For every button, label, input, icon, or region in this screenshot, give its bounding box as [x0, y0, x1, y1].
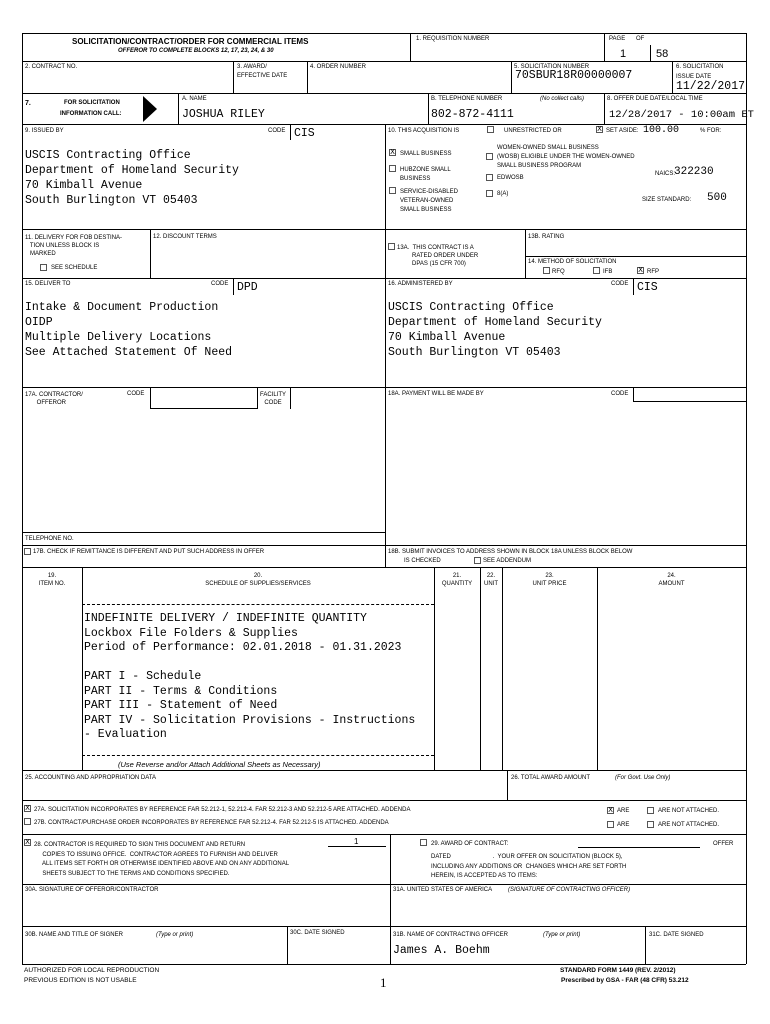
- 27a-checkbox[interactable]: X: [25, 804, 30, 812]
- schedule-body: INDEFINITE DELIVERY / INDEFINITE QUANTITY Lockbox File Folders & Supplies Period of Performance: 02.01.2018 - 01.31.2023 PART I - Schedule PART II - Terms & Conditions PART III - Statement of Need PART IV - Solicitation Provisions - Instructions - Evaluation: [84, 612, 416, 741]
- issued-by-code-label: CODE: [268, 128, 286, 134]
- 27b-are-label: ARE: [617, 822, 630, 828]
- rated-order-checkbox[interactable]: [388, 243, 395, 250]
- sdvosb-checkbox[interactable]: [389, 187, 396, 194]
- 27b-are-not-checkbox[interactable]: [647, 821, 654, 828]
- administered-by-address: USCIS Contracting Office Department of Homeland Security 70 Kimball Avenue South Burlington VT 05403: [388, 301, 602, 359]
- issued-by-address: USCIS Contracting Office Department of Homeland Security 70 Kimball Avenue South Burlington VT 05403: [25, 149, 239, 207]
- of-label: OF: [636, 36, 645, 42]
- wosb-label: WOMEN-OWNED SMALL BUSINESS (WOSB) ELIGIBLE UNDER THE WOMEN-OWNED SMALL BUSINESS PROGRAM: [497, 145, 635, 169]
- set-aside-percent: 100.00: [643, 125, 680, 136]
- contract-no-label: 2. CONTRACT NO.: [25, 64, 78, 70]
- 28-checkbox[interactable]: X: [25, 838, 30, 846]
- see-addendum-label: SEE ADDENDUM: [483, 558, 532, 564]
- date-signed-30c: 30C. DATE SIGNED: [290, 930, 345, 936]
- deliver-to-code-label: CODE: [211, 281, 229, 287]
- footer-form: STANDARD FORM 1449 (REV. 2/2012): [560, 967, 676, 974]
- contractor-code-label: CODE: [127, 391, 145, 397]
- total-award-note: (For Govt. Use Only): [615, 775, 671, 781]
- rated-order-label: 13A. THIS CONTRACT IS A RATED ORDER UNDER DPAS (15 CFR 700): [397, 245, 479, 267]
- issue-date-label: 6. SOLICITATION: [676, 64, 724, 70]
- telephone-no-label: TELEPHONE NO.: [25, 536, 74, 542]
- 27a-are-checkbox[interactable]: X: [608, 806, 613, 814]
- footer-prescribed: Prescribed by GSA - FAR (48 CFR) 53.212: [561, 977, 689, 984]
- row7-number: 7.: [25, 100, 31, 107]
- award-date-label-2: EFFECTIVE DATE: [237, 73, 288, 79]
- no-collect-calls: (No collect calls): [540, 96, 585, 102]
- 27a-text: 27A. SOLICITATION INCORPORATES BY REFERENCE FAR 52.212-1, 52.212-4. FAR 52.212-3 AND 52.212-5 ARE ATTACHED. ADDENDA: [34, 807, 411, 813]
- delivery-fob-label: 11. DELIVERY FOR FOB DESTINA- TION UNLESS BLOCK IS MARKED: [25, 235, 123, 257]
- contact-name: JOSHUA RILEY: [182, 108, 265, 121]
- requisition-label: 1. REQUISITION NUMBER: [416, 36, 490, 42]
- 27b-are-not-label: ARE NOT ATTACHED.: [658, 822, 720, 828]
- page-footer-number: 1: [380, 975, 387, 990]
- total-award-label: 26. TOTAL AWARD AMOUNT: [511, 775, 591, 781]
- date-signed-31c: 31C. DATE SIGNED: [649, 932, 704, 938]
- issued-by-code: CIS: [294, 127, 315, 140]
- order-number-label: 4. ORDER NUMBER: [310, 64, 367, 70]
- ifb-checkbox[interactable]: [593, 267, 600, 274]
- acquisition-label: 10. THIS ACQUISITION IS: [388, 128, 460, 134]
- administered-by-label: 16. ADMINISTERED BY: [388, 281, 453, 287]
- discount-terms-label: 12. DISCOUNT TERMS: [153, 234, 217, 240]
- 8a-label: 8(A): [497, 191, 509, 197]
- reverse-note: (Use Reverse and/or Attach Additional Sheets as Necessary): [118, 760, 321, 769]
- copies-count: 1: [354, 837, 359, 846]
- 29-text-2: DATED . YOUR OFFER ON SOLICITATION (BLOCK 5), INCLUDING ANY ADDITIONS OR CHANGES WHICH ARE SET FORTH HEREIN, IS ACCEPTED AS TO ITEMS:: [431, 854, 627, 879]
- col-unit-price: 23. UNIT PRICE: [532, 573, 567, 587]
- small-business-checkbox[interactable]: X: [390, 148, 395, 156]
- 8a-checkbox[interactable]: [486, 190, 493, 197]
- deliver-to-label: 15. DELIVER TO: [25, 281, 71, 287]
- col-quantity: 21. QUANTITY: [441, 573, 473, 587]
- rfp-checkbox[interactable]: X: [638, 266, 643, 274]
- signature-gov-note: (SIGNATURE OF CONTRACTING OFFICER): [508, 887, 631, 893]
- see-schedule-label: SEE SCHEDULE: [51, 265, 98, 271]
- remittance-label: 17B. CHECK IF REMITTANCE IS DIFFERENT AND PUT SUCH ADDRESS IN OFFER: [33, 549, 265, 555]
- hubzone-label: HUBZONE SMALL BUSINESS: [400, 167, 451, 182]
- form-subtitle: OFFEROR TO COMPLETE BLOCKS 12, 17, 23, 24, & 30: [118, 48, 274, 54]
- administered-by-code: CIS: [637, 281, 658, 294]
- unrestricted-label: UNRESTRICTED OR: [504, 128, 562, 134]
- co-name-type-print: (Type or print): [543, 932, 581, 938]
- contact-name-label: A. NAME: [182, 96, 207, 102]
- 27a-are-not-checkbox[interactable]: [647, 807, 654, 814]
- remittance-checkbox[interactable]: [24, 548, 31, 555]
- telephone-label: B. TELEPHONE NUMBER: [431, 96, 503, 102]
- facility-code-label: FACILITY CODE: [260, 392, 287, 406]
- solicitation-number-label: 5. SOLICITATION NUMBER: [514, 64, 590, 70]
- submit-invoices-label-2: IS CHECKED: [404, 558, 441, 564]
- edwosb-checkbox[interactable]: [486, 174, 493, 181]
- edwosb-label: EDWOSB: [497, 175, 524, 181]
- info-call-label: FOR SOLICITATION: [64, 100, 120, 106]
- signer-name-type-print: (Type or print): [156, 932, 194, 938]
- size-standard-label: SIZE STANDARD:: [642, 197, 692, 203]
- method-label: 14. METHOD OF SOLICITATION: [528, 259, 617, 265]
- see-schedule-checkbox[interactable]: [40, 264, 47, 271]
- sdvosb-label: SERVICE-DISABLED VETERAN-OWNED SMALL BUSINESS: [400, 189, 458, 213]
- 29-text: 29. AWARD OF CONTRACT:: [431, 841, 509, 847]
- unrestricted-checkbox[interactable]: [487, 126, 494, 133]
- rfq-label: RFQ: [552, 269, 565, 275]
- issued-by-label: 9. ISSUED BY: [25, 128, 64, 134]
- signature-offeror-field[interactable]: [24, 897, 388, 924]
- contractor-code-box[interactable]: [150, 387, 258, 409]
- co-name: James A. Boehm: [393, 944, 490, 957]
- offer-due-date: 12/28/2017 - 10:00am ET: [609, 109, 754, 121]
- page-number: 1: [620, 48, 627, 60]
- 27b-checkbox[interactable]: [24, 818, 31, 825]
- submit-invoices-label: 18B. SUBMIT INVOICES TO ADDRESS SHOWN IN BLOCK 18A UNLESS BLOCK BELOW: [388, 549, 633, 555]
- 27a-are-label: ARE: [617, 808, 630, 814]
- col-amount: 24. AMOUNT: [658, 573, 685, 587]
- accounting-label: 25. ACCOUNTING AND APPROPRIATION DATA: [25, 775, 157, 781]
- offer-due-label: 8. OFFER DUE DATE/LOCAL TIME: [607, 96, 703, 102]
- arrow-right-icon: [143, 96, 157, 122]
- payment-code-label: CODE: [611, 391, 629, 397]
- page-count: 58: [656, 48, 669, 60]
- naics-label: NAICS:: [655, 171, 676, 177]
- col-unit: 22. UNIT: [484, 573, 498, 587]
- set-aside-checkbox[interactable]: X: [597, 125, 602, 133]
- contractor-label: 17A. CONTRACTOR/ OFFEROR: [25, 392, 83, 406]
- award-date-label: 3. AWARD/: [237, 64, 267, 70]
- signer-name-label: 30B. NAME AND TITLE OF SIGNER: [25, 932, 123, 938]
- rating-label: 13B. RATING: [528, 234, 565, 240]
- rfq-checkbox[interactable]: [543, 267, 550, 274]
- footer-auth: AUTHORIZED FOR LOCAL REPRODUCTION: [24, 967, 160, 974]
- ifb-label: IFB: [603, 269, 613, 275]
- col-item-no: 19. ITEM NO.: [38, 573, 66, 587]
- 27b-text: 27B. CONTRACT/PURCHASE ORDER INCORPORATES BY REFERENCE FAR 52.212-4. FAR 52.212-5 IS ATTACHED. ADDENDA: [34, 820, 389, 826]
- signature-offeror-label: 30A. SIGNATURE OF OFFEROR/CONTRACTOR: [25, 887, 159, 893]
- 27b-are-checkbox[interactable]: [607, 821, 614, 828]
- footer-prev: PREVIOUS EDITION IS NOT USABLE: [24, 977, 137, 984]
- set-aside-label: SET ASIDE:: [606, 128, 639, 134]
- percent-for-label: % FOR:: [700, 128, 722, 134]
- signature-gov-label: 31A. UNITED STATES OF AMERICA: [393, 887, 493, 893]
- naics-code: 322230: [674, 166, 714, 178]
- page-label: PAGE: [609, 36, 626, 42]
- co-name-label: 31B. NAME OF CONTRACTING OFFICER: [393, 932, 509, 938]
- issue-date: 11/22/2017: [676, 80, 746, 93]
- small-business-label: SMALL BUSINESS: [400, 151, 452, 157]
- deliver-to-code: DPD: [237, 281, 258, 294]
- hubzone-checkbox[interactable]: [389, 165, 396, 172]
- col-schedule: 20. SCHEDULE OF SUPPLIES/SERVICES: [205, 573, 311, 587]
- 27a-are-not-label: ARE NOT ATTACHED.: [658, 808, 720, 814]
- 28-text: 28. CONTRACTOR IS REQUIRED TO SIGN THIS DOCUMENT AND RETURN COPIES TO ISSUING OFFICE. CONTRACTOR AGREES TO FURNISH AND DELIVER ALL ITEMS SET FORTH OR OTHERWISE IDENTIFIED ABOVE AND ON ANY ADDITIONAL SHEETS SUBJECT TO THE TERMS AND CONDITIONS SPECIFIED.: [34, 842, 290, 877]
- rfp-label: RFP: [647, 269, 659, 275]
- deliver-to-address: Intake & Document Production OIDP Multiple Delivery Locations See Attached Statement Of Need: [25, 301, 233, 359]
- info-call-label-2: INFORMATION CALL:: [60, 111, 122, 117]
- wosb-checkbox[interactable]: [486, 153, 493, 160]
- 29-offer: OFFER: [713, 841, 734, 847]
- size-standard: 500: [707, 192, 727, 204]
- payment-label: 18A. PAYMENT WILL BE MADE BY: [388, 391, 484, 397]
- form-title: SOLICITATION/CONTRACT/ORDER FOR COMMERCIAL ITEMS: [72, 37, 309, 46]
- administered-by-code-label: CODE: [611, 281, 629, 287]
- telephone-number: 802-872-4111: [431, 108, 514, 121]
- solicitation-number: 70SBUR18R00000007: [515, 69, 633, 82]
- issue-date-label-2: ISSUE DATE: [676, 74, 712, 80]
- 29-checkbox[interactable]: [420, 839, 427, 846]
- see-addendum-checkbox[interactable]: [474, 557, 481, 564]
